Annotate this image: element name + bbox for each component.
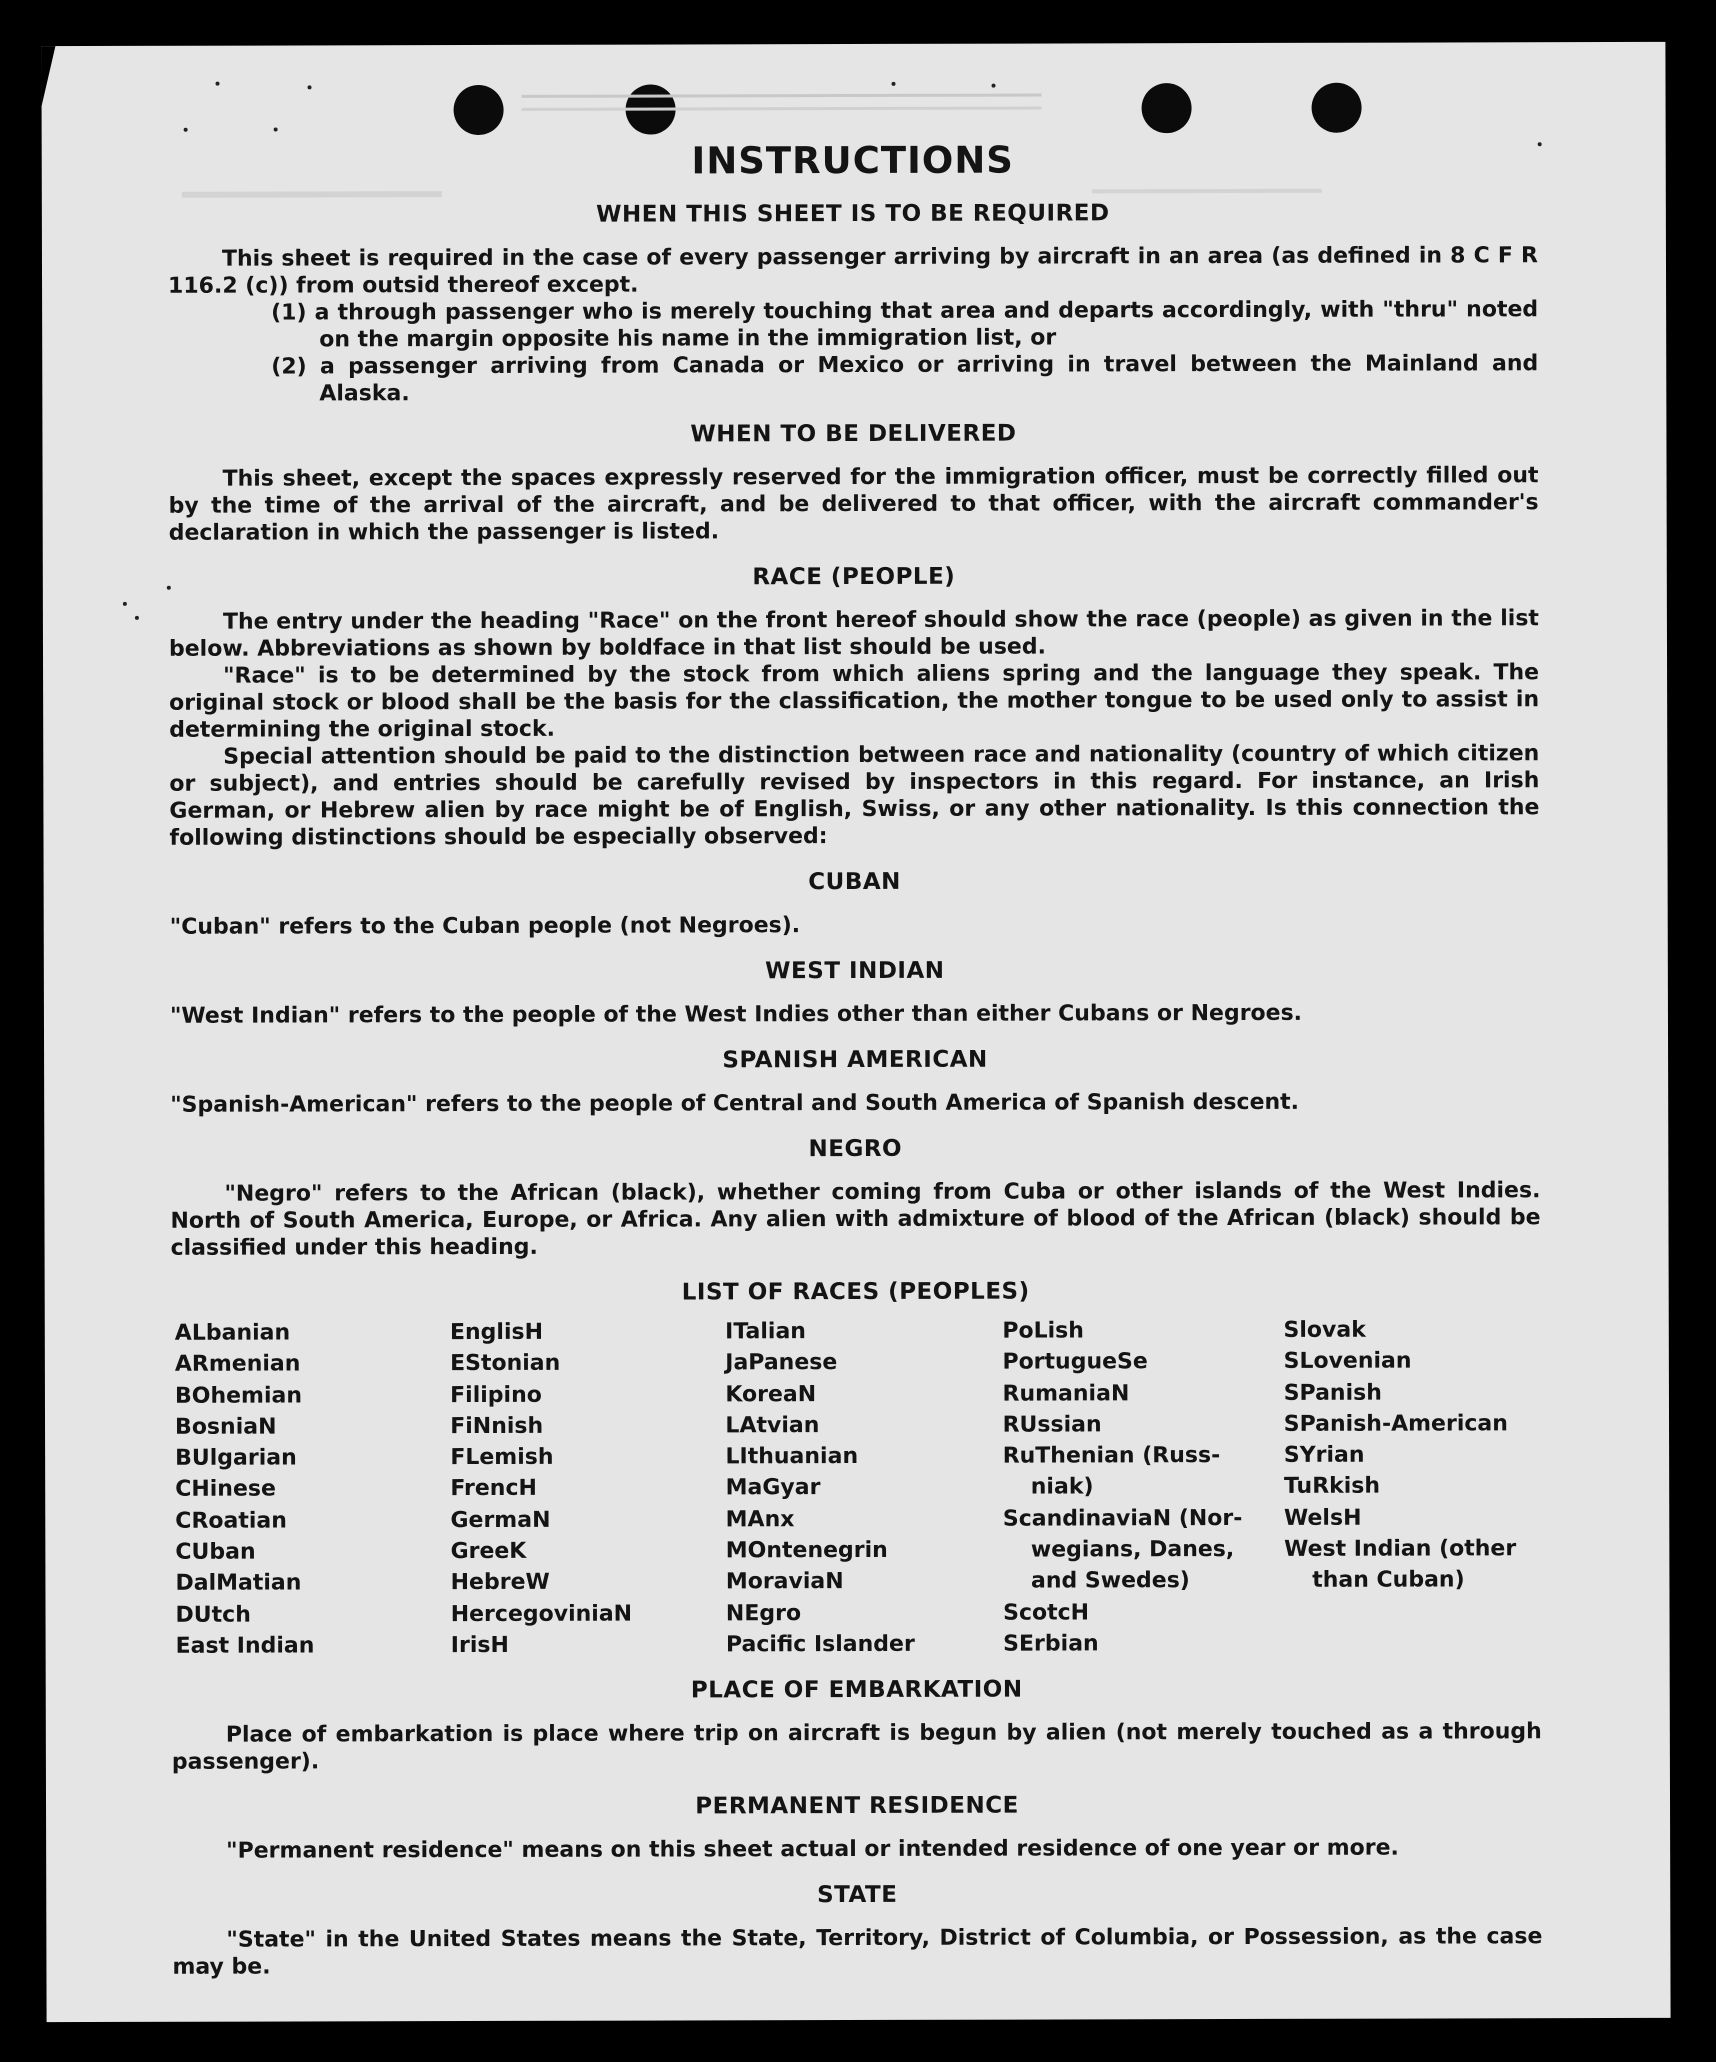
section-heading: CUBAN (808, 868, 901, 896)
race-entry: EStonian (450, 1351, 561, 1377)
race-entry-continuation: and Swedes) (1030, 1568, 1190, 1594)
speck-mark (216, 82, 220, 86)
section-text: "State" in the United States means the State, Territory, District of Columbia, or Possession, as the case may be. (172, 1924, 1543, 1981)
race-entry: LAtvian (725, 1412, 820, 1439)
race-entry: SErbian (1003, 1631, 1099, 1657)
section-list-of-races (171, 1274, 1542, 1662)
race-entry: KoreaN (725, 1381, 817, 1407)
speck-mark (1538, 142, 1542, 146)
race-entry: FrencH (450, 1476, 537, 1502)
race-entry: Pacific Islander (725, 1631, 915, 1658)
exception-item: (1) a through passenger who is merely touching that area and departs accordingly, with "thru" noted on the margin opposite his name in the immigration list, or (271, 297, 1539, 353)
race-entry: MOntenegrin (725, 1537, 888, 1564)
races-column (1283, 1314, 1541, 1659)
race-entry: FLemish (450, 1444, 554, 1471)
race-entry: IrisH (450, 1632, 509, 1659)
speck-mark (135, 616, 139, 620)
race-entry: MoraviaN (725, 1569, 844, 1595)
race-entry: HercegoviniaN (450, 1601, 633, 1627)
document-page (41, 42, 1670, 2022)
speck-mark (274, 128, 278, 132)
race-entry: CRoatian (175, 1508, 287, 1534)
race-entry: Filipino (450, 1382, 542, 1408)
race-entry: West Indian (other (1284, 1536, 1517, 1562)
speck-mark (892, 82, 896, 86)
race-entry: ALbanian (174, 1320, 291, 1346)
speck-mark (184, 128, 188, 132)
section-spanish-american (170, 1042, 1540, 1119)
speck-mark (308, 85, 312, 89)
race-entry-continuation: wegians, Danes, (1030, 1537, 1235, 1563)
speck-mark (123, 602, 127, 606)
section-heading: LIST OF RACES (PEOPLES) (681, 1278, 1030, 1306)
bleed-through-artifact (522, 94, 1042, 111)
speck-mark (992, 84, 996, 88)
race-entry-continuation: niak) (1030, 1474, 1094, 1501)
race-entry: ScandinaviaN (Nor- (1002, 1505, 1243, 1532)
section-place-of-embarkation (172, 1672, 1542, 1776)
punch-hole (454, 85, 504, 135)
race-entry: GreeK (450, 1538, 527, 1565)
race-entry: BosniaN (174, 1414, 277, 1440)
race-entry: RUssian (1002, 1412, 1102, 1438)
race-entry: EnglisH (449, 1319, 544, 1346)
section-heading: WHEN TO BE DELIVERED (690, 420, 1017, 448)
race-entry: TuRkish (1283, 1474, 1381, 1500)
section-heading: PERMANENT RESIDENCE (695, 1792, 1019, 1820)
section-when-required (168, 196, 1539, 408)
race-entry-continuation: than Cuban) (1312, 1567, 1465, 1594)
section-intro: This sheet is required in the case of every passenger arriving by aircraft in an area (as defined in 8 C F R 116.2 (c)) from outsid thereof except. (168, 243, 1539, 299)
section-when-delivered (168, 416, 1538, 547)
races-column (1002, 1315, 1284, 1660)
section-text: "West Indian" refers to the people of the West Indies other than either Cubans or Negroes. (169, 1000, 1303, 1029)
section-text: This sheet, except the spaces expressly reserved for the immigration officer, must be correctly filled out by the time of the arrival of the aircraft, and be delivered to that officer, with the aircraft commander's declaration in which the passenger is listed. (168, 463, 1539, 546)
section-text: "Permanent residence" means on this sheet actual or intended residence of one year or more. (226, 1835, 1399, 1864)
section-west-indian (170, 953, 1540, 1030)
section-paragraph: The entry under the heading "Race" on the front hereof should show the race (people) as given in the list below. Abbreviations as shown by boldface in that list should be used. (168, 606, 1539, 662)
page-title: INSTRUCTIONS (691, 138, 1014, 183)
punch-hole (1142, 83, 1192, 133)
exception-list (168, 296, 1538, 408)
race-entry: BUlgarian (175, 1445, 297, 1471)
race-entry: MaGyar (725, 1475, 821, 1501)
race-entry: LIthuanian (725, 1444, 859, 1470)
section-heading: STATE (817, 1882, 898, 1909)
race-entry: PoLish (1002, 1318, 1084, 1344)
races-column (175, 1317, 451, 1662)
race-entry: ITalian (725, 1319, 806, 1345)
race-entry: RumaniaN (1002, 1380, 1130, 1407)
race-entry: MAnx (725, 1506, 795, 1533)
race-entry: BOhemian (174, 1383, 303, 1409)
race-entry: CUban (175, 1539, 256, 1565)
punch-hole (1312, 83, 1362, 133)
race-entry: GermaN (450, 1507, 551, 1533)
race-entry: East Indian (175, 1633, 315, 1659)
races-column (725, 1316, 1003, 1661)
race-entry: SYrian (1283, 1442, 1365, 1469)
race-entry: CHinese (175, 1477, 276, 1503)
section-heading: NEGRO (808, 1135, 903, 1163)
race-entry: FiNnish (450, 1413, 544, 1439)
section-state (172, 1877, 1542, 1981)
race-entry: SPanish (1283, 1380, 1382, 1406)
section-heading: WHEN THIS SHEET IS TO BE REQUIRED (596, 200, 1110, 228)
race-entry: JaPanese (725, 1350, 838, 1376)
section-race (169, 559, 1540, 852)
section-heading: WEST INDIAN (765, 957, 945, 985)
section-heading: RACE (PEOPLE) (752, 563, 956, 591)
races-table (171, 1314, 1542, 1662)
section-cuban (170, 864, 1540, 941)
race-entry: ARmenian (174, 1351, 301, 1378)
race-entry: NEgro (725, 1600, 802, 1627)
section-permanent-residence (172, 1788, 1542, 1865)
section-negro (170, 1131, 1540, 1262)
race-entry: ScotcH (1003, 1600, 1090, 1626)
instructions-content (168, 134, 1543, 1997)
exception-item: (2) a passenger arriving from Canada or Mexico or arriving in travel between the Mainland and Alaska. (271, 351, 1539, 407)
race-entry: HebreW (450, 1570, 550, 1596)
section-text: "Negro" refers to the African (black), whether coming from Cuba or other islands of the West Indies. North of South America, Europe, or Africa. Any alien with admixture of blood of the African (black) should be classified under this heading. (170, 1178, 1541, 1261)
section-text: "Cuban" refers to the Cuban people (not Negroes). (169, 913, 801, 940)
race-entry: PortugueSe (1002, 1349, 1148, 1375)
races-column (450, 1316, 726, 1661)
race-entry: SLovenian (1283, 1348, 1412, 1375)
race-entry: SPanish-American (1283, 1411, 1508, 1437)
race-entry: RuThenian (Russ- (1002, 1443, 1221, 1469)
section-heading: PLACE OF EMBARKATION (690, 1676, 1023, 1704)
section-text: "Spanish-American" refers to the people of Central and South America of Spanish descent. (170, 1089, 1300, 1118)
race-entry: DUtch (175, 1602, 251, 1628)
race-entry: DalMatian (175, 1570, 302, 1597)
section-paragraph: Special attention should be paid to the distinction between race and nationality (country of which citizen or subject), and entries should be carefully revised by inspectors in this regard. For instance, an Irish German, or Hebrew alien by race might be of English, Swiss, or any other nationality. Is this connection the following distinctions should be especially observed: (169, 741, 1540, 851)
race-entry: WelsH (1283, 1505, 1362, 1531)
section-paragraph: "Race" is to be determined by the stock from which aliens spring and the language they speak. The original stock or blood shall be the basis for the classification, the mother tongue to be used only to assist in determining the original stock. (169, 660, 1540, 743)
section-heading: SPANISH AMERICAN (722, 1046, 988, 1074)
section-text: Place of embarkation is place where trip on aircraft is begun by alien (not merely touched as a through passenger). (171, 1719, 1542, 1776)
race-entry: Slovak (1283, 1317, 1366, 1343)
